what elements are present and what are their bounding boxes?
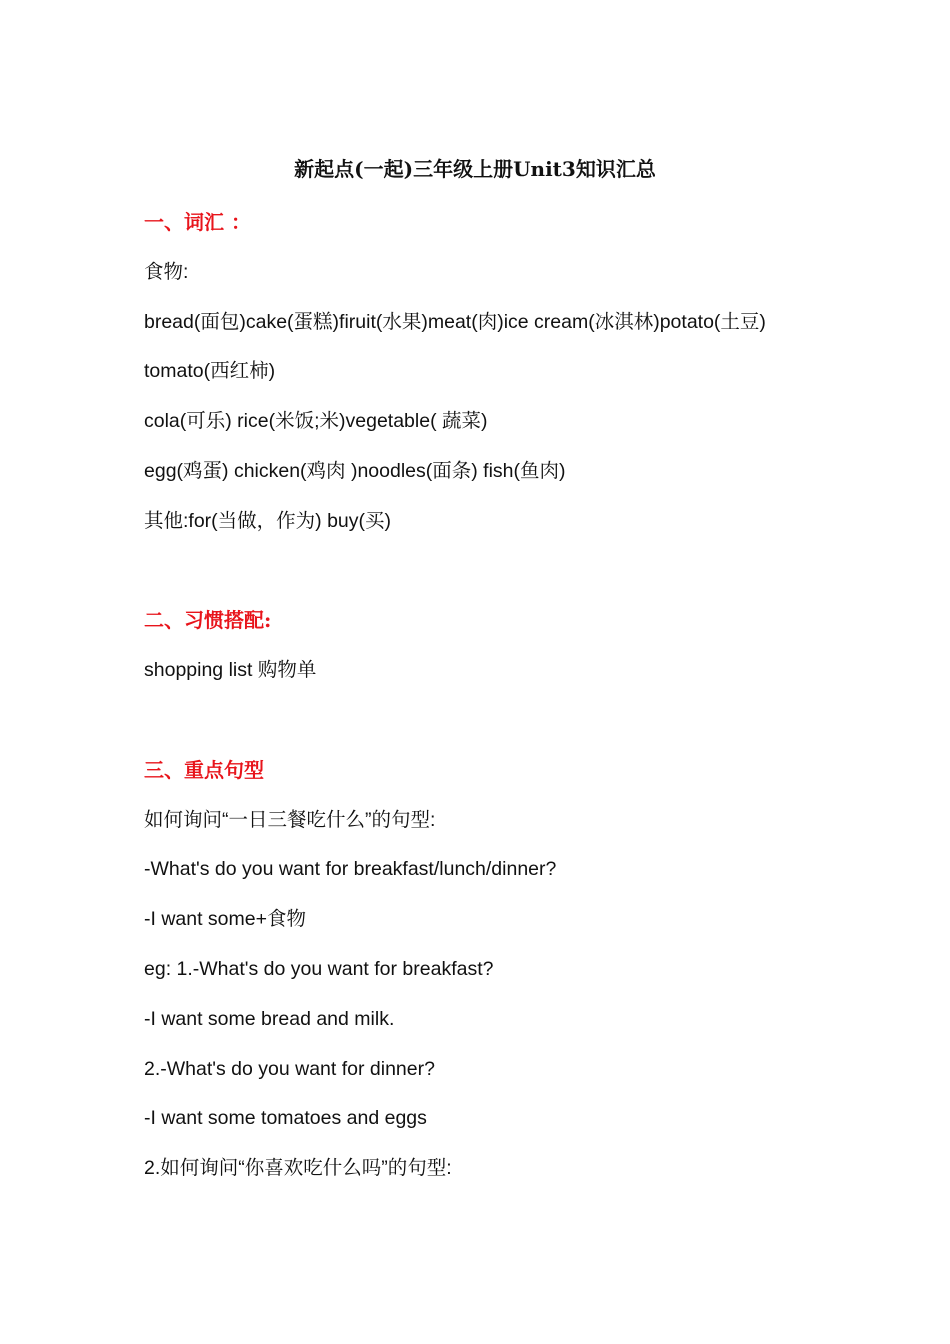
- sentence-line: 如何询问“一日三餐吃什么”的句型:: [144, 808, 436, 831]
- spacer: [144, 696, 814, 746]
- sentence-line: -I want some bread and milk.: [144, 1007, 395, 1030]
- section-heading-vocabulary: 一、词汇 ：: [144, 210, 251, 234]
- section-heading-key-sentences: 三、重点句型: [144, 757, 264, 782]
- vocab-line-food-label: 食物:: [144, 260, 189, 283]
- sentence-line: 2.如何询问“你喜欢吃什么吗”的句型:: [144, 1157, 452, 1180]
- sentence-line: -What's do you want for breakfast/lunch/dinner?: [144, 858, 557, 881]
- document-title: 新起点(一起)三年级上册Unit3知识汇总: [294, 157, 656, 181]
- vocab-line-foods-1: bread(面包)cake(蛋糕)firuit(水果)meat(肉)ice cream(冰淇林)potato(土豆) tomato(西红柿): [144, 310, 766, 383]
- sentence-line: 2.-What's do you want for dinner?: [144, 1057, 435, 1080]
- vocab-line-foods-2: cola(可乐) rice(米饭;米)vegetable( 蔬菜): [144, 410, 488, 433]
- vocab-line-others: 其他:for(当做，作为) buy(买): [144, 509, 392, 532]
- spacer: [144, 547, 814, 597]
- vocab-line-foods-3: egg(鸡蛋) chicken(鸡肉 )noodles(面条) fish(鱼肉): [144, 459, 566, 482]
- sentence-line: -I want some tomatoes and eggs: [144, 1107, 427, 1130]
- sentence-line: -I want some+食物: [144, 908, 307, 931]
- document-body: [144, 198, 814, 1194]
- collocation-line: shopping list 购物单: [144, 659, 317, 682]
- sentence-line: eg: 1.-What's do you want for breakfast?: [144, 957, 494, 980]
- section-heading-collocations: 二、习惯搭配:: [144, 608, 272, 633]
